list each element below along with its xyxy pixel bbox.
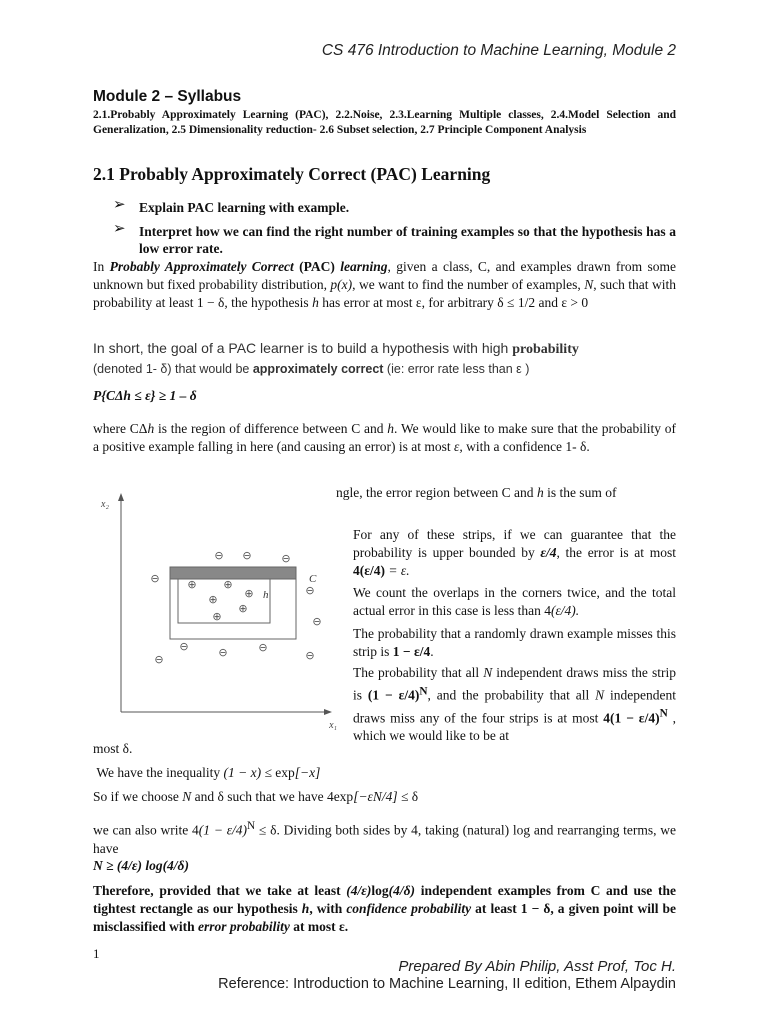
independent-draws-paragraph: The probability that all N independent draws miss the strip is $(1 - \varepsilon/4)^N$, and the probability that all N independent draws miss any of the four strips is at most $4(1 - \varepsilon/4)^N$ , which we would like to be at — [353, 665, 677, 743]
wrapped-text-tail: most δ. — [93, 741, 133, 756]
positive-example: ⊕ — [223, 578, 233, 591]
conclusion-paragraph: Therefore, provided that we take at least (4/ε)log(4/δ) independent examples from C and use the tightest rectangle as our hypothesis h, with confidence probability at least 1 − δ, a given point will be misclassified with error probability at most ε. — [93, 883, 677, 934]
choose-n-line: So if we choose N and δ such that we have 4exp[−εN/4] ≤ δ — [93, 789, 419, 804]
rearrange-paragraph: we can also write $4(1 - \varepsilon/4)^N \le \delta$. Dividing both sides by 4, taking (natural) log and rearranging terms, we have — [93, 820, 676, 856]
pac-rectangle-figure — [88, 485, 335, 738]
x1-axis-label: x₁ — [329, 720, 337, 731]
reference-line: Reference: Introduction to Machine Learning, II edition, Ethem Alpaydin — [218, 976, 676, 992]
pac-summary-paragraph: In short, the goal of a PAC learner is to build a hypothesis with high probability (denoted 1- δ) that would be approximately correct (ie: error rate less than ε ) — [93, 340, 579, 376]
x2-axis-label: x₂ — [101, 499, 109, 510]
pac-intro-paragraph: In Probably Approximately Correct (PAC) learning, given a class, C, and examples drawn from some unknown but fixed probability distribution, p(x), we want to find the number of examples, N, such that with probability at least 1 − δ, the hypothesis h has error at most ε, for arbitrary δ ≤ 1/2 and ε > 0 — [93, 259, 677, 310]
positive-example: ⊕ — [187, 578, 197, 591]
negative-example: ⊖ — [242, 549, 252, 562]
error-region-paragraph: where CΔh is the region of difference between C and h. We would like to make sure that the probability of a positive example falling in here (and causing an error) is at most ε, with a confidence 1- δ. — [93, 421, 676, 454]
negative-example: ⊖ — [214, 549, 224, 562]
negative-example: ⊖ — [150, 572, 160, 585]
section-title: 2.1 Probably Approximately Correct (PAC) Learning — [93, 164, 491, 184]
syllabus-text: 2.1.Probably Approximately Learning (PAC), 2.2.Noise, 2.3.Learning Multiple classes, 2.4.Model Selection and Generalization, 2.5 Dimensionality reduction- 2.6 Subset selection, 2.7 Principle Component Analysis — [93, 109, 676, 136]
sample-size-equation: N ≥ (4/ε) log(4/δ) — [93, 858, 189, 873]
h-label: h — [263, 589, 269, 601]
strip-bound-paragraph: For any of these strips, if we can guarantee that the probability is upper bounded by ε/4, the error is at most 4(ε/4) = ε. — [353, 527, 676, 578]
inequality-line: We have the inequality (1 − x) ≤ exp[−x] — [96, 765, 321, 780]
arrow-bullet-icon: ➢ — [113, 221, 126, 237]
bullet-item — [113, 199, 676, 216]
page-header-title: CS 476 Introduction to Machine Learning, Module 2 — [321, 42, 676, 59]
miss-strip-paragraph: The probability that a randomly drawn example misses this strip is 1 − ε/4. — [353, 626, 676, 659]
bullet-text: Interpret how we can find the right number of training examples so that the hypothesis has a low error rate. — [139, 224, 676, 256]
positive-example: ⊕ — [208, 593, 218, 606]
negative-example: ⊖ — [258, 641, 268, 654]
probability-equation: P{CΔh ≤ ε} ≥ 1 – δ — [93, 388, 197, 403]
negative-example: ⊖ — [179, 640, 189, 653]
negative-example: ⊖ — [154, 653, 164, 666]
negative-example: ⊖ — [281, 552, 291, 565]
arrow-bullet-icon: ➢ — [113, 197, 126, 213]
positive-example: ⊕ — [212, 610, 222, 623]
positive-example: ⊕ — [244, 587, 254, 600]
module-heading: Module 2 – Syllabus — [93, 88, 242, 105]
negative-example: ⊖ — [305, 649, 315, 662]
wrapped-text-line: ngle, the error region between C and h is the sum of — [336, 485, 617, 500]
page-number: 1 — [93, 946, 100, 961]
c-label: C — [309, 573, 317, 585]
prepared-by: Prepared By Abin Philip, Asst Prof, Toc H. — [398, 958, 676, 975]
negative-example: ⊖ — [305, 584, 315, 597]
bullet-item — [113, 223, 676, 257]
negative-example: ⊖ — [312, 615, 322, 628]
negative-example: ⊖ — [218, 646, 228, 659]
bullet-text: Explain PAC learning with example. — [139, 200, 350, 215]
positive-example: ⊕ — [238, 602, 248, 615]
overlap-paragraph: We count the overlaps in the corners twice, and the total actual error in this case is less than 4(ε/4). — [353, 585, 676, 618]
